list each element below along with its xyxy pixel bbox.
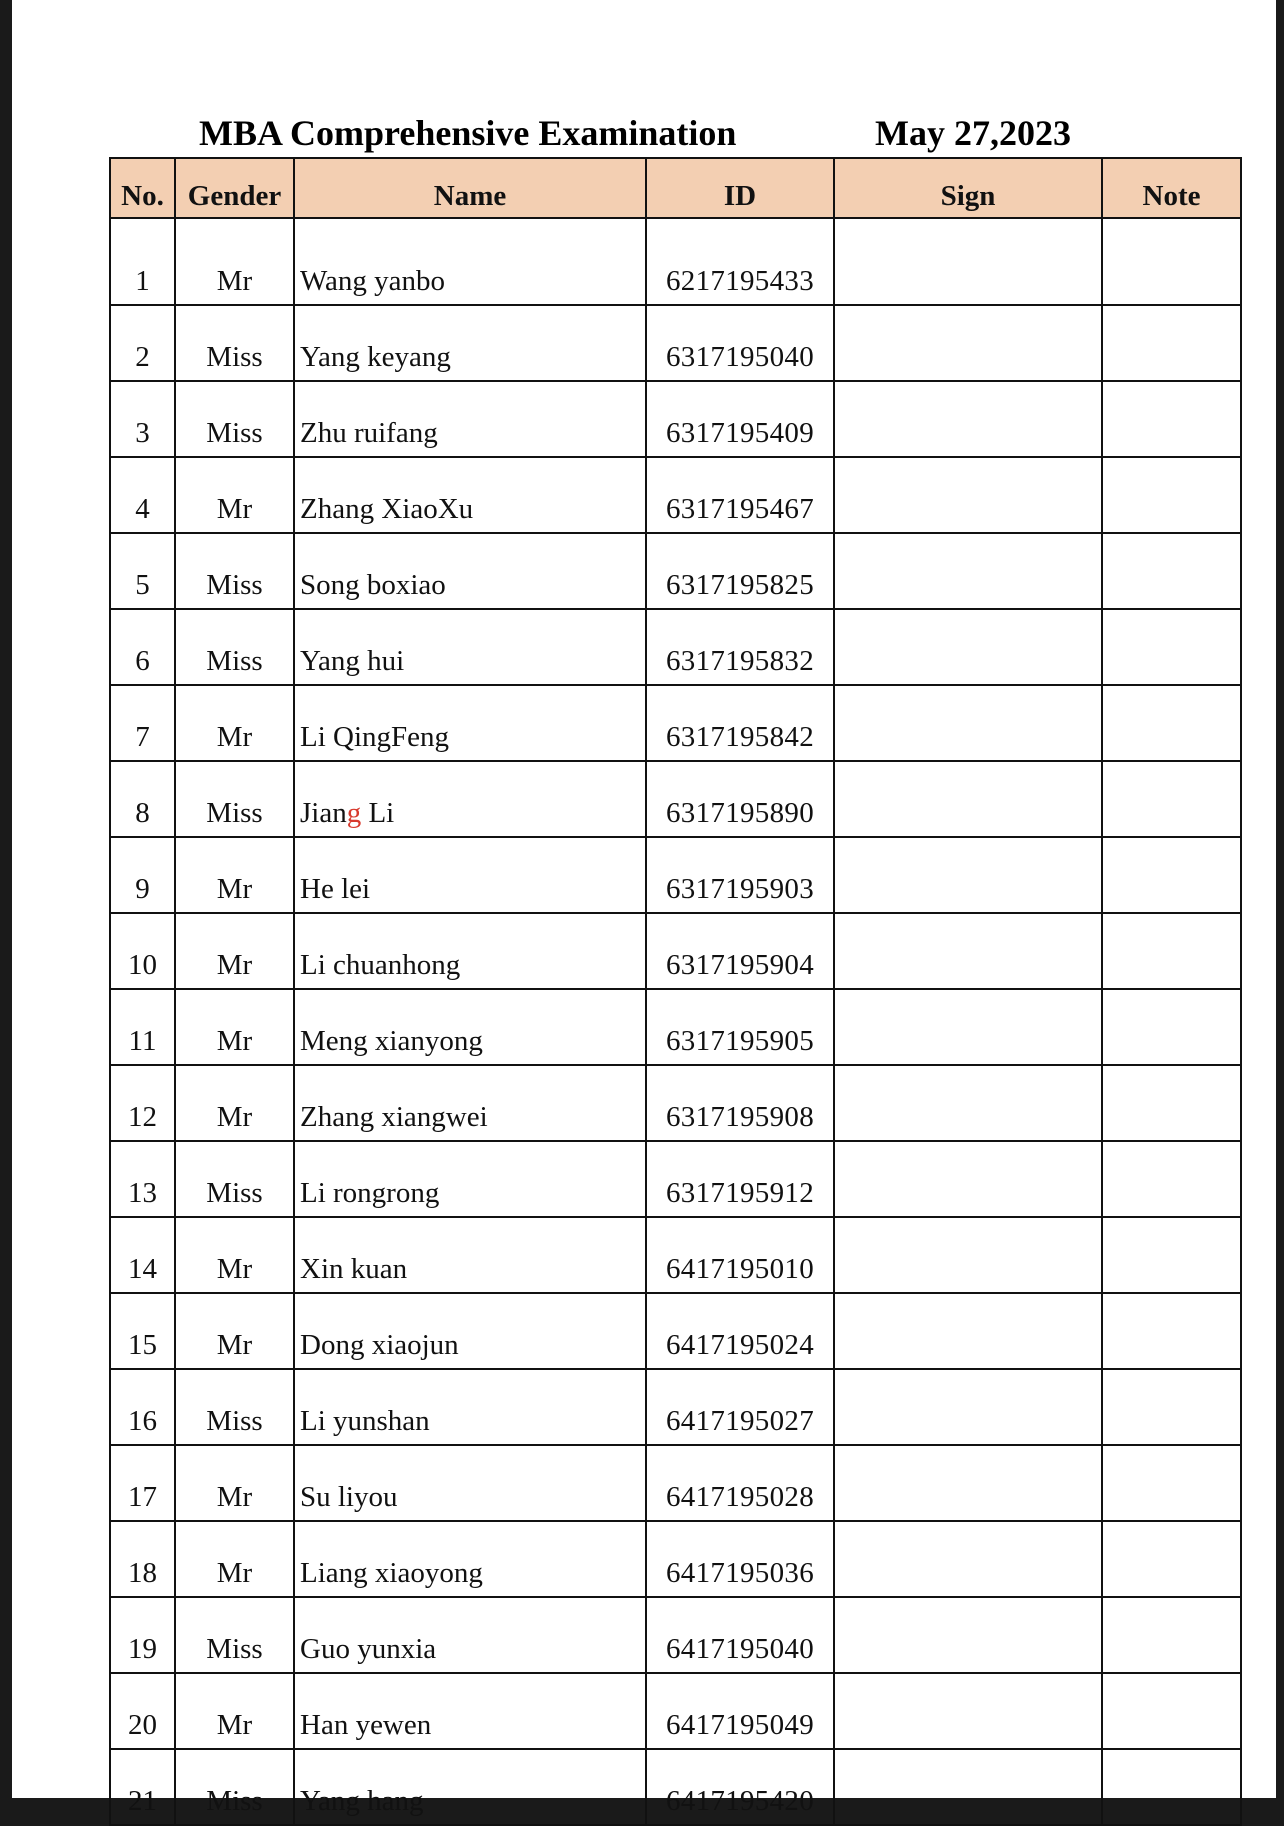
table-row — [110, 609, 1241, 685]
name-cell: Xin kuan — [294, 1217, 646, 1293]
row-number: 7 — [110, 685, 175, 761]
id-cell: 6417195024 — [646, 1293, 834, 1369]
row-number: 11 — [110, 989, 175, 1065]
table-row — [110, 761, 1241, 837]
note-cell[interactable] — [1102, 1217, 1241, 1293]
gender-cell: Mr — [175, 218, 294, 305]
name-cell: Yang keyang — [294, 305, 646, 381]
id-cell: 6317195903 — [646, 837, 834, 913]
name-cell: Yang hui — [294, 609, 646, 685]
gender-cell: Miss — [175, 381, 294, 457]
table-body — [110, 218, 1241, 1825]
gender-cell: Mr — [175, 837, 294, 913]
name-cell: Su liyou — [294, 1445, 646, 1521]
gender-cell: Mr — [175, 1673, 294, 1749]
id-cell: 6417195028 — [646, 1445, 834, 1521]
name-cell: Zhang xiangwei — [294, 1065, 646, 1141]
sign-cell[interactable] — [834, 218, 1102, 305]
column-header-gender: Gender — [175, 158, 294, 218]
note-cell[interactable] — [1102, 218, 1241, 305]
table-row — [110, 913, 1241, 989]
column-header-id: ID — [646, 158, 834, 218]
id-cell: 6317195912 — [646, 1141, 834, 1217]
name-cell — [294, 761, 646, 837]
note-cell[interactable] — [1102, 685, 1241, 761]
gender-cell: Mr — [175, 1445, 294, 1521]
gender-cell: Miss — [175, 1749, 294, 1825]
name-part: Jian — [300, 797, 347, 829]
sign-cell[interactable] — [834, 1749, 1102, 1825]
sign-cell[interactable] — [834, 913, 1102, 989]
note-cell[interactable] — [1102, 913, 1241, 989]
column-header-name: Name — [294, 158, 646, 218]
row-number: 3 — [110, 381, 175, 457]
note-cell[interactable] — [1102, 1749, 1241, 1825]
table-row — [110, 533, 1241, 609]
id-cell: 6317195904 — [646, 913, 834, 989]
name-highlighted-letter: g — [346, 797, 362, 829]
name-cell: Han yewen — [294, 1673, 646, 1749]
row-number: 16 — [110, 1369, 175, 1445]
name-cell: Dong xiaojun — [294, 1293, 646, 1369]
sign-cell[interactable] — [834, 989, 1102, 1065]
note-cell[interactable] — [1102, 533, 1241, 609]
name-part: Li — [361, 797, 395, 829]
name-cell: He lei — [294, 837, 646, 913]
note-cell[interactable] — [1102, 609, 1241, 685]
gender-cell: Miss — [175, 1369, 294, 1445]
id-cell: 6317195040 — [646, 305, 834, 381]
gender-cell: Miss — [175, 609, 294, 685]
table-row — [110, 1217, 1241, 1293]
gender-cell: Miss — [175, 1597, 294, 1673]
id-cell: 6317195825 — [646, 533, 834, 609]
id-cell: 6217195433 — [646, 218, 834, 305]
table-row — [110, 1065, 1241, 1141]
note-cell[interactable] — [1102, 1673, 1241, 1749]
id-cell: 6317195409 — [646, 381, 834, 457]
id-cell: 6417195036 — [646, 1521, 834, 1597]
name-cell: Li QingFeng — [294, 685, 646, 761]
name-cell: Zhu ruifang — [294, 381, 646, 457]
row-number: 4 — [110, 457, 175, 533]
name-cell: Meng xianyong — [294, 989, 646, 1065]
table-header-row — [110, 158, 1241, 218]
gender-cell: Mr — [175, 457, 294, 533]
note-cell[interactable] — [1102, 837, 1241, 913]
row-number: 1 — [110, 218, 175, 305]
table-row — [110, 1141, 1241, 1217]
sign-cell[interactable] — [834, 1293, 1102, 1369]
row-number: 20 — [110, 1673, 175, 1749]
gender-cell: Miss — [175, 1141, 294, 1217]
note-cell[interactable] — [1102, 381, 1241, 457]
note-cell[interactable] — [1102, 1065, 1241, 1141]
note-cell[interactable] — [1102, 989, 1241, 1065]
sign-cell[interactable] — [834, 1065, 1102, 1141]
name-cell: Li rongrong — [294, 1141, 646, 1217]
name-cell: Liang xiaoyong — [294, 1521, 646, 1597]
row-number: 8 — [110, 761, 175, 837]
name-cell: Guo yunxia — [294, 1597, 646, 1673]
gender-cell: Mr — [175, 1065, 294, 1141]
gender-cell: Mr — [175, 913, 294, 989]
table-row — [110, 218, 1241, 305]
note-cell[interactable] — [1102, 1369, 1241, 1445]
id-cell: 6317195842 — [646, 685, 834, 761]
sign-cell[interactable] — [834, 1521, 1102, 1597]
name-cell: Yang hang — [294, 1749, 646, 1825]
sign-cell[interactable] — [834, 685, 1102, 761]
note-cell[interactable] — [1102, 1597, 1241, 1673]
gender-cell: Mr — [175, 1217, 294, 1293]
sign-cell[interactable] — [834, 1597, 1102, 1673]
id-cell: 6417195420 — [646, 1749, 834, 1825]
name-cell: Zhang XiaoXu — [294, 457, 646, 533]
gender-cell: Mr — [175, 1521, 294, 1597]
name-cell: Li chuanhong — [294, 913, 646, 989]
row-number: 15 — [110, 1293, 175, 1369]
name-cell: Wang yanbo — [294, 218, 646, 305]
sign-cell[interactable] — [834, 1369, 1102, 1445]
attendance-table — [109, 157, 1242, 1826]
table-row — [110, 1521, 1241, 1597]
note-cell[interactable] — [1102, 1141, 1241, 1217]
note-cell[interactable] — [1102, 457, 1241, 533]
sign-cell[interactable] — [834, 761, 1102, 837]
row-number: 6 — [110, 609, 175, 685]
name-cell: Song boxiao — [294, 533, 646, 609]
row-number: 17 — [110, 1445, 175, 1521]
note-cell[interactable] — [1102, 761, 1241, 837]
gender-cell: Mr — [175, 685, 294, 761]
gender-cell: Miss — [175, 761, 294, 837]
sign-cell[interactable] — [834, 1673, 1102, 1749]
row-number: 2 — [110, 305, 175, 381]
page-title: MBA Comprehensive Examination — [199, 113, 737, 153]
table-row — [110, 381, 1241, 457]
gender-cell: Miss — [175, 305, 294, 381]
note-cell[interactable] — [1102, 1521, 1241, 1597]
table-row — [110, 1445, 1241, 1521]
row-number: 9 — [110, 837, 175, 913]
sign-cell[interactable] — [834, 1445, 1102, 1521]
id-cell: 6417195040 — [646, 1597, 834, 1673]
row-number: 12 — [110, 1065, 175, 1141]
row-number: 19 — [110, 1597, 175, 1673]
sign-cell[interactable] — [834, 305, 1102, 381]
note-cell[interactable] — [1102, 1293, 1241, 1369]
table-row — [110, 1673, 1241, 1749]
column-header-sign: Sign — [834, 158, 1102, 218]
row-number: 21 — [110, 1749, 175, 1825]
row-number: 10 — [110, 913, 175, 989]
id-cell: 6317195908 — [646, 1065, 834, 1141]
table-row — [110, 1749, 1241, 1825]
id-cell: 6417195027 — [646, 1369, 834, 1445]
sign-cell[interactable] — [834, 609, 1102, 685]
gender-cell: Mr — [175, 989, 294, 1065]
exam-date: May 27,2023 — [875, 113, 1071, 153]
table-row — [110, 1597, 1241, 1673]
id-cell: 6317195467 — [646, 457, 834, 533]
sign-cell[interactable] — [834, 1217, 1102, 1293]
id-cell: 6317195832 — [646, 609, 834, 685]
sign-cell[interactable] — [834, 837, 1102, 913]
row-number: 14 — [110, 1217, 175, 1293]
row-number: 5 — [110, 533, 175, 609]
table-row — [110, 989, 1241, 1065]
row-number: 18 — [110, 1521, 175, 1597]
document-page — [12, 0, 1276, 1817]
sign-cell[interactable] — [834, 1141, 1102, 1217]
note-cell[interactable] — [1102, 1445, 1241, 1521]
table-row — [110, 685, 1241, 761]
sign-cell[interactable] — [834, 457, 1102, 533]
id-cell: 6417195010 — [646, 1217, 834, 1293]
row-number: 13 — [110, 1141, 175, 1217]
gender-cell: Mr — [175, 1293, 294, 1369]
gender-cell: Miss — [175, 533, 294, 609]
sign-cell[interactable] — [834, 381, 1102, 457]
id-cell: 6317195905 — [646, 989, 834, 1065]
name-cell: Li yunshan — [294, 1369, 646, 1445]
table-row — [110, 837, 1241, 913]
table-row — [110, 457, 1241, 533]
column-header-no: No. — [110, 158, 175, 218]
id-cell: 6417195049 — [646, 1673, 834, 1749]
table-row — [110, 1369, 1241, 1445]
table-row — [110, 305, 1241, 381]
table-row — [110, 1293, 1241, 1369]
id-cell: 6317195890 — [646, 761, 834, 837]
note-cell[interactable] — [1102, 305, 1241, 381]
sign-cell[interactable] — [834, 533, 1102, 609]
column-header-note: Note — [1102, 158, 1241, 218]
